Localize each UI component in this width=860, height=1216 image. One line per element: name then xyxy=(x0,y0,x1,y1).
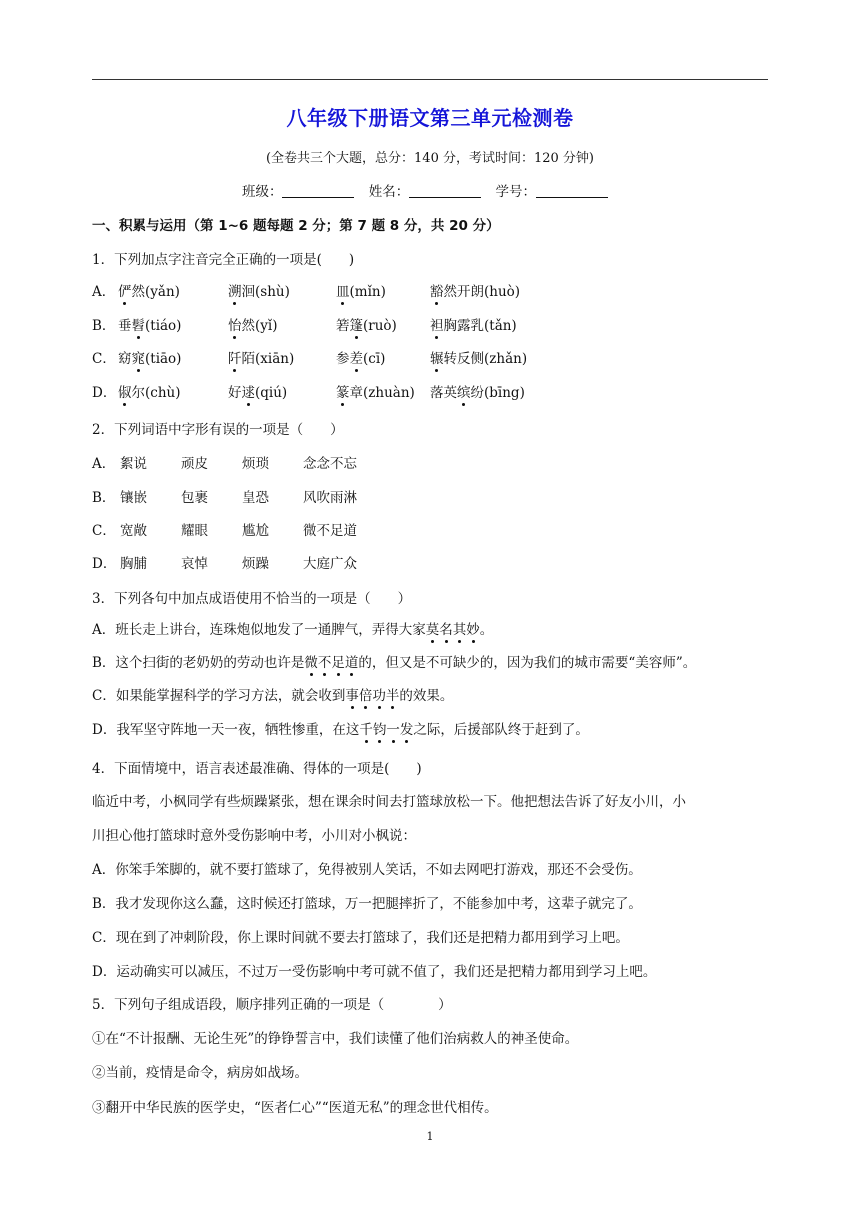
q1-option-a[interactable]: A． 俨然(yǎn) 溯洄(shù) 皿(mǐn) 豁然开朗(huò) xyxy=(92,280,115,300)
q4-option-a[interactable]: A．你笨手笨脚的，就不要打篮球了，免得被别人笑话，不如去网吧打游戏，那还不会受伤。 xyxy=(92,862,642,878)
q1-a-item-3: 皿(mǐn) xyxy=(336,280,386,300)
q1-b-item-3: 箬篷(ruò) xyxy=(336,314,397,334)
student-info-row xyxy=(0,180,860,200)
q1-d-item-1: 俶尔(chù) xyxy=(118,381,180,401)
q1-d-item-4: 落英缤纷(bīng) xyxy=(430,381,525,401)
header-rule xyxy=(92,79,768,80)
q4-option-d[interactable]: D．运动确实可以减压，不过万一受伤影响中考可就不值了，我们还是把精力都用到学习上吧。 xyxy=(92,964,657,980)
q2-option-a[interactable]: A． 絮说 顽皮 烦琐 念念不忘 xyxy=(92,456,357,472)
q3-option-c[interactable]: C．如果能掌握科学的学习方法，就会收到事倍功半的效果。 xyxy=(92,684,453,704)
q2-option-b[interactable]: B． 镶嵌 包裹 皇恐 风吹雨淋 xyxy=(92,490,357,506)
q3-option-d[interactable]: D．我军坚守阵地一天一夜，牺牲惨重，在这千钧一发之际，后援部队终于赶到了。 xyxy=(92,718,589,738)
q1-d-item-3: 篆章(zhuàn) xyxy=(336,381,415,401)
q1-option-d[interactable]: D． 俶尔(chù) 好逑(qiú) 篆章(zhuàn) 落英缤纷(bīng) xyxy=(92,381,116,401)
q4-option-b[interactable]: B．我才发现你这么蠢，这时候还打篮球，万一把腿摔折了，不能参加中考，这辈子就完了。 xyxy=(92,896,642,912)
class-label: 班级： xyxy=(241,184,283,200)
name-label: 姓名： xyxy=(368,184,410,200)
q4-context-line-2: 川担心他打篮球时意外受伤影响中考，小川对小枫说： xyxy=(92,828,416,844)
q4-option-c[interactable]: C．现在到了冲刺阶段，你上课时间就不要去打篮球了，我们还是把精力都用到学习上吧。 xyxy=(92,930,629,946)
q1-d-item-2: 好逑(qiú) xyxy=(228,381,287,401)
q2-option-d[interactable]: D． 胸脯 哀悼 烦躁 大庭广众 xyxy=(92,556,357,572)
q1-a-item-1: 俨然(yǎn) xyxy=(118,280,180,300)
question-3-stem: 3．下列各句中加点成语使用不恰当的一项是（ ） xyxy=(92,591,412,607)
q1-option-b[interactable]: B． 垂髫(tiáo) 怡然(yǐ) 箬篷(ruò) 袒胸露乳(tǎn) xyxy=(92,314,115,334)
question-2-stem: 2．下列词语中字形有误的一项是（ ） xyxy=(92,422,344,438)
q1-b-item-4: 袒胸露乳(tǎn) xyxy=(430,314,517,334)
page-number: 1 xyxy=(426,1130,434,1143)
page-title: 八年级下册语文第三单元检测卷 xyxy=(286,106,574,130)
q1-a-item-4: 豁然开朗(huò) xyxy=(430,280,520,300)
q1-c-item-4: 辗转反侧(zhǎn) xyxy=(430,347,527,367)
section-heading: 一、积累与运用（第 1~6 题每题 2 分；第 7 题 8 分，共 20 分） xyxy=(92,218,500,234)
q1-b-item-2: 怡然(yǐ) xyxy=(228,314,277,334)
class-blank[interactable] xyxy=(282,183,354,198)
q5-sentence-3: ③翻开中华民族的医学史，“医者仁心”“医道无私”的理念世代相传。 xyxy=(92,1100,498,1116)
question-1-stem: 1．下列加点字注音完全正确的一项是( ) xyxy=(92,252,355,268)
id-blank[interactable] xyxy=(536,183,608,198)
q1-c-item-3: 参差(cī) xyxy=(336,347,385,367)
q4-context-line-1: 临近中考，小枫同学有些烦躁紧张，想在课余时间去打篮球放松一下。他把想法告诉了好友小川，小 xyxy=(92,794,686,810)
q1-a-item-2: 溯洄(shù) xyxy=(228,280,290,300)
id-label: 学号： xyxy=(495,184,537,200)
q3-option-b[interactable]: B．这个扫街的老奶奶的劳动也许是微不足道的，但又是不可缺少的，因为我们的城市需要“美容师”。 xyxy=(92,651,696,671)
question-4-stem: 4．下面情境中，语言表述最准确、得体的一项是( ) xyxy=(92,761,422,777)
q5-sentence-2: ②当前，疫情是命令，病房如战场。 xyxy=(92,1065,308,1081)
name-blank[interactable] xyxy=(409,183,481,198)
question-5-stem: 5．下列句子组成语段，顺序排列正确的一项是（ ） xyxy=(92,997,452,1013)
q2-option-c[interactable]: C． 宽敞 耀眼 尴尬 微不足道 xyxy=(92,523,357,539)
q3-option-a[interactable]: A．班长走上讲台，连珠炮似地发了一通脾气，弄得大家莫名其妙。 xyxy=(92,618,493,638)
q1-c-item-1: 窈窕(tiāo) xyxy=(118,347,181,367)
q1-c-item-2: 阡陌(xiān) xyxy=(228,347,294,367)
q1-option-c[interactable]: C． 窈窕(tiāo) 阡陌(xiān) 参差(cī) 辗转反侧(zhǎn) xyxy=(92,347,116,367)
q5-sentence-1: ①在“不计报酬、无论生死”的铮铮誓言中，我们读懂了他们治病救人的神圣使命。 xyxy=(92,1031,579,1047)
exam-subtitle: (全卷共三个大题，总分：140 分，考试时间：120 分钟) xyxy=(265,151,595,166)
q1-b-item-1: 垂髫(tiáo) xyxy=(118,314,181,334)
